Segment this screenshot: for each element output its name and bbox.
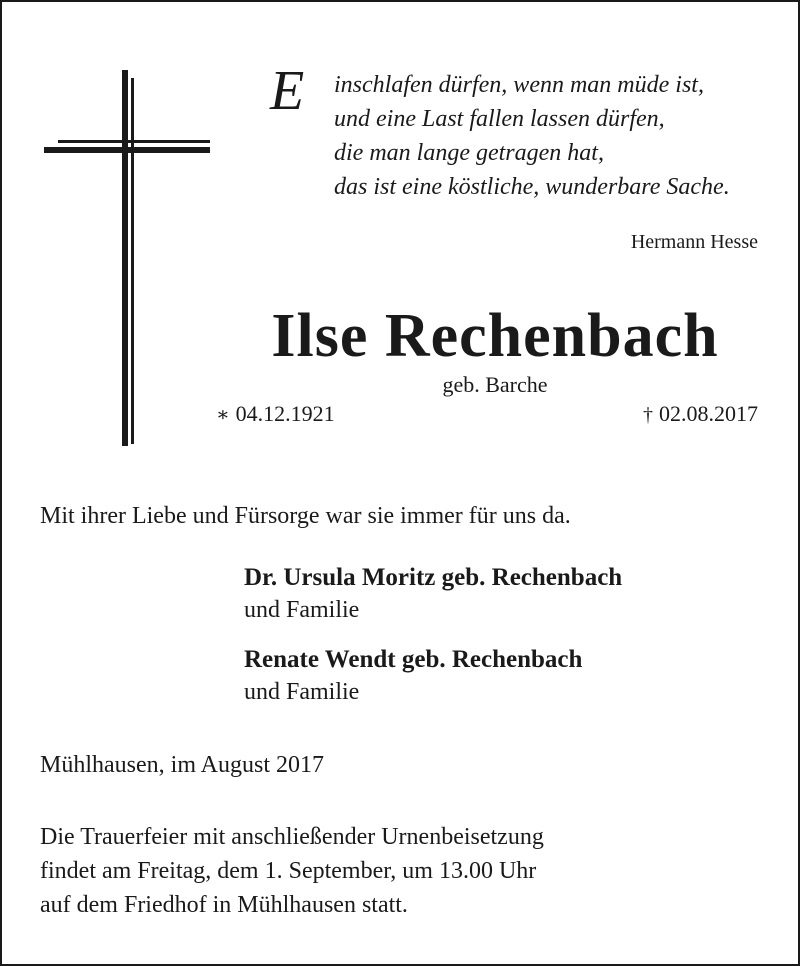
death-dagger-icon: † [643,404,653,426]
mourner-1 [244,562,622,626]
decorative-initial: E [270,60,303,122]
birth-date-text: 04.12.1921 [235,401,335,426]
mourner-2 [244,644,582,708]
birth-star-icon: ∗ [216,404,230,426]
mourner-family: und Familie [244,679,360,705]
mourner-name: Renate Wendt geb. Rechenbach [244,646,583,673]
service-line: auf dem Friedhof in Mühlhausen statt. [40,892,408,918]
funeral-service-info [40,820,544,922]
birth-date [216,401,335,427]
deceased-name: Ilse Rechenbach [271,302,719,370]
death-date [643,401,758,427]
quote-line-1-text: inschlafen dürfen, wenn man müde ist, [334,72,704,98]
mourner-family: und Familie [244,597,360,623]
cross-icon [44,70,210,448]
poem-quote [270,60,780,204]
place-and-date: Mühlhausen, im August 2017 [40,752,325,778]
quote-line-2: und eine Last fallen lassen dürfen, [334,106,665,132]
service-line: findet am Freitag, dem 1. September, um 13.00 Uhr [40,858,537,884]
mourner-name: Dr. Ursula Moritz geb. Rechenbach [244,564,623,591]
memorial-motto: Mit ihrer Liebe und Fürsorge war sie immer für uns da. [40,503,571,529]
service-line: Die Trauerfeier mit anschließender Urnenbeisetzung [40,824,544,850]
quote-line-4: das ist eine köstliche, wunderbare Sache. [334,174,730,200]
death-date-text: 02.08.2017 [659,401,758,426]
quote-line-3: die man lange getragen hat, [334,140,604,166]
quote-author: Hermann Hesse [630,231,758,253]
maiden-name: geb. Barche [442,372,548,397]
